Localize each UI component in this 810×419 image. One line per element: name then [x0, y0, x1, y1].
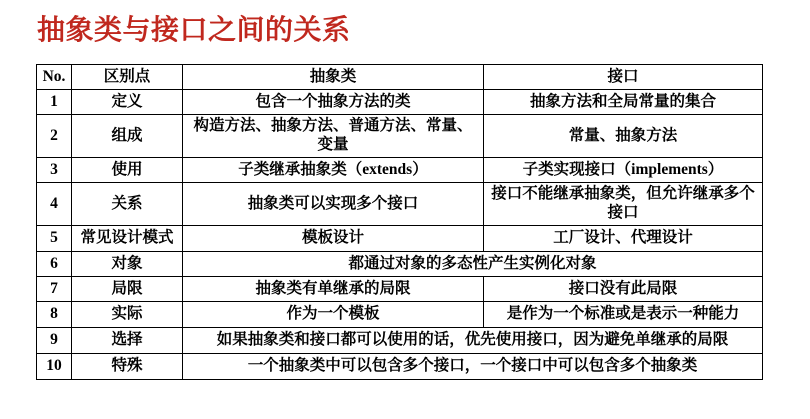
- table-row: [37, 226, 763, 252]
- cell-merged: 如果抽象类和接口都可以使用的话，优先使用接口，因为避免单继承的局限: [183, 328, 763, 354]
- cell-interface: 抽象方法和全局常量的集合: [484, 90, 763, 115]
- table-row: [37, 90, 763, 115]
- header-interface: 接口: [484, 65, 763, 90]
- cell-no: 4: [37, 183, 72, 226]
- header-abstract: 抽象类: [183, 65, 484, 90]
- cell-interface: 工厂设计、代理设计: [484, 226, 763, 252]
- cell-no: 5: [37, 226, 72, 252]
- cell-no: 3: [37, 158, 72, 183]
- table-row: [37, 252, 763, 277]
- cell-point: 选择: [72, 328, 183, 354]
- cell-no: 6: [37, 252, 72, 277]
- cell-point: 对象: [72, 252, 183, 277]
- cell-point: 组成: [72, 115, 183, 158]
- cell-abstract: 子类继承抽象类（extends）: [183, 158, 484, 183]
- table-row: [37, 277, 763, 302]
- cell-point: 实际: [72, 302, 183, 328]
- table-row: [37, 183, 763, 226]
- cell-no: 2: [37, 115, 72, 158]
- cell-point: 常见设计模式: [72, 226, 183, 252]
- cell-abstract: 抽象类有单继承的局限: [183, 277, 484, 302]
- cell-no: 7: [37, 277, 72, 302]
- cell-abstract: 包含一个抽象方法的类: [183, 90, 484, 115]
- cell-point: 使用: [72, 158, 183, 183]
- header-point: 区别点: [72, 65, 183, 90]
- cell-abstract: 作为一个模板: [183, 302, 484, 328]
- cell-abstract: 构造方法、抽象方法、普通方法、常量、变量: [183, 115, 484, 158]
- table-row: [37, 158, 763, 183]
- cell-merged: 一个抽象类中可以包含多个接口，一个接口中可以包含多个抽象类: [183, 354, 763, 380]
- table-row: [37, 115, 763, 158]
- page-title: 抽象类与接口之间的关系: [37, 15, 351, 46]
- header-no: No.: [37, 65, 72, 90]
- cell-point: 特殊: [72, 354, 183, 380]
- cell-interface: 接口没有此局限: [484, 277, 763, 302]
- table-row: [37, 302, 763, 328]
- cell-interface: 是作为一个标准或是表示一种能力: [484, 302, 763, 328]
- cell-point: 定义: [72, 90, 183, 115]
- cell-abstract: 模板设计: [183, 226, 484, 252]
- table-row: [37, 354, 763, 380]
- cell-no: 8: [37, 302, 72, 328]
- cell-no: 9: [37, 328, 72, 354]
- cell-no: 1: [37, 90, 72, 115]
- cell-point: 关系: [72, 183, 183, 226]
- cell-no: 10: [37, 354, 72, 380]
- cell-interface: 常量、抽象方法: [484, 115, 763, 158]
- cell-interface: 子类实现接口（implements）: [484, 158, 763, 183]
- table-header-row: [37, 65, 763, 90]
- comparison-table: [36, 64, 763, 380]
- cell-abstract: 抽象类可以实现多个接口: [183, 183, 484, 226]
- cell-interface: 接口不能继承抽象类，但允许继承多个接口: [484, 183, 763, 226]
- table-row: [37, 328, 763, 354]
- cell-point: 局限: [72, 277, 183, 302]
- cell-merged: 都通过对象的多态性产生实例化对象: [183, 252, 763, 277]
